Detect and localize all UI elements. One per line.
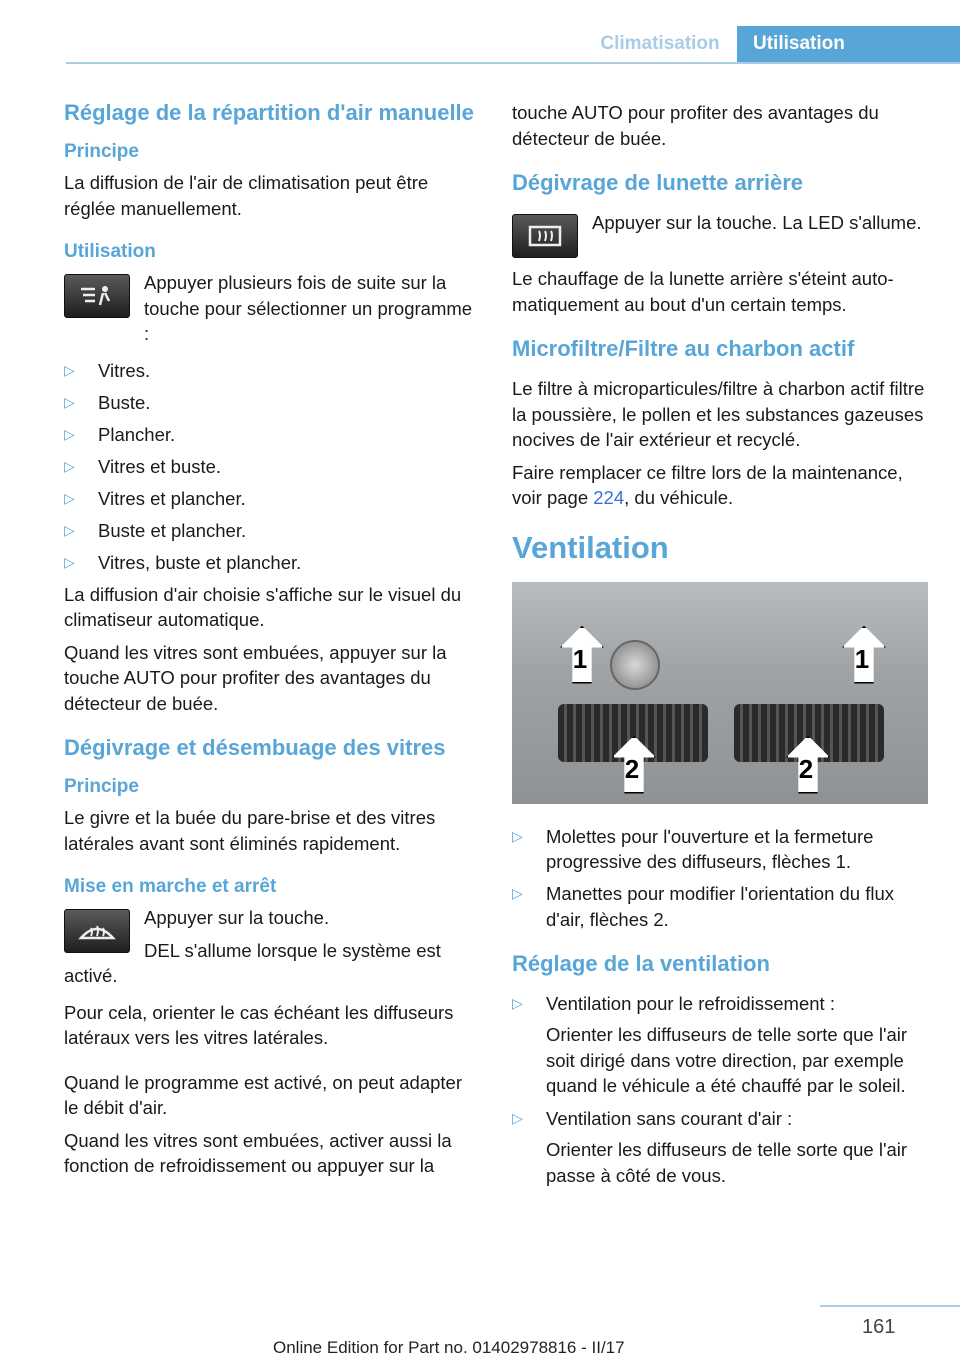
vent-list	[512, 824, 932, 933]
text-choisie: La diffusion d'air choisie s'affiche sur le visuel du climatiseur automatique.	[64, 583, 462, 630]
list-item: ▷ Vitres et buste.	[64, 454, 480, 480]
list-item: ▷ Molettes pour l'ouverture et la fermeture progressive des diffuseurs, flèches 1.	[512, 825, 874, 872]
text-givre: Le givre et la buée du pare-brise et des vitres latérales avant sont éliminés rapidement.	[64, 807, 436, 854]
text-embuees-2: Quand les vitres sont embuées, activer aussi la fonction de refroidissement ou appuyer sur la	[64, 1129, 452, 1176]
text-orienter: Pour cela, orienter le cas échéant les diffuseurs latéraux vers les vitres latérales.	[64, 1001, 454, 1048]
bullet-triangle-icon: ▷	[64, 425, 75, 442]
text-continued: touche AUTO pour profiter des avantages du détecteur de buée.	[512, 102, 879, 149]
page-link-224[interactable]: 224	[593, 487, 625, 508]
text-appuyer: Appuyer sur la touche.	[144, 907, 330, 928]
bullet-triangle-icon: ▷	[64, 553, 75, 570]
bullet-triangle-icon: ▷	[64, 393, 75, 410]
subheading-utilisation: Utilisation	[64, 241, 156, 262]
arrow-1-right: 1	[842, 626, 882, 684]
bullet-triangle-icon: ▷	[512, 827, 523, 844]
list-item: ▷ Plancher.	[64, 422, 480, 448]
header-rule	[66, 62, 960, 64]
text-programme: Quand le programme est activé, on peut adapter le débit d'air.	[64, 1071, 462, 1118]
heading-reglage: Réglage de la ventilation	[512, 950, 770, 976]
text-filtre: Le filtre à microparticules/filtre à charbon actif filtre la poussière, le pollen et les substances gazeuses nocives de l'air extérieur et recyclé.	[512, 378, 925, 450]
list-item: ▷ Ventilation sans courant d'air : Orienter les diffuseurs de telle sorte que l'air passe à côté de vous.	[512, 1107, 908, 1186]
page-header	[585, 26, 960, 62]
list-item: ▷ Manettes pour modifier l'orientation du flux d'air, flèches 2.	[512, 883, 895, 930]
bullet-triangle-icon: ▷	[64, 489, 75, 506]
heading-manual-air: Réglage de la répartition d'air manuelle	[64, 100, 474, 125]
bullet-triangle-icon: ▷	[512, 1109, 523, 1126]
subheading-principe: Principe	[64, 141, 139, 162]
heading-lunette: Dégivrage de lunette arrière	[512, 170, 804, 195]
reglage-list	[512, 991, 932, 1189]
heading-degivrage: Dégivrage et désembuage des vitres	[64, 735, 446, 760]
text-del: DEL s'allume lorsque le système est activé.	[64, 939, 441, 986]
arrow-1-left: 1	[560, 626, 600, 684]
list-item: ▷ Vitres.	[64, 358, 480, 384]
ventilation-photo	[512, 582, 928, 804]
program-list	[64, 358, 480, 576]
list-item: ▷ Buste et plancher.	[64, 518, 480, 544]
bullet-triangle-icon: ▷	[512, 885, 523, 901]
text-remplacer: Faire remplacer ce filtre lors de la maintenance, voir page 224, du véhicule.	[512, 461, 903, 508]
arrow-2-left: 2	[612, 736, 652, 794]
header-chapter: Utilisation	[737, 26, 960, 62]
edition-line: Online Edition for Part no. 01402978816 - II/17	[273, 1338, 625, 1357]
header-section: Climatisation	[585, 26, 735, 62]
list-item: ▷ Ventilation pour le refroidissement : Orienter les diffuseurs de telle sorte que l'air soit dirigé dans votre direction, par exemple quand le véhicule a été chauffé par le soleil.	[512, 992, 908, 1096]
airflow-button-row	[64, 270, 480, 354]
defrost-front-icon	[64, 909, 130, 953]
text-diffusion: La diffusion de l'air de climatisation peut être réglée manuellement.	[64, 172, 429, 219]
subheading-mise-en-marche: Mise en marche et arrêt	[64, 876, 277, 897]
list-item: ▷ Buste.	[64, 390, 480, 416]
text-embuees-1: Quand les vitres sont embuées, appuyer sur la touche AUTO pour profiter des avantages du détecteur de buée.	[64, 641, 447, 714]
list-item: ▷ Vitres et plancher.	[64, 486, 480, 512]
bullet-triangle-icon: ▷	[64, 361, 75, 378]
bullet-triangle-icon: ▷	[512, 994, 523, 1011]
airflow-icon	[64, 274, 130, 318]
bullet-triangle-icon: ▷	[64, 521, 75, 538]
arrow-2-right: 2	[786, 736, 826, 794]
bullet-triangle-icon: ▷	[64, 457, 75, 474]
text-appuyer-plusieurs: Appuyer plusieurs fois de suite sur la touche pour sélectionner un programme :	[144, 272, 473, 344]
dial-knob	[610, 640, 660, 690]
defrost-rear-icon	[512, 214, 578, 258]
heading-ventilation: Ventilation	[512, 529, 669, 565]
heading-filtre: Microfiltre/Filtre au charbon actif	[512, 336, 855, 361]
defrost-button-row	[64, 905, 480, 996]
subheading-principe-2: Principe	[64, 776, 139, 797]
footer-rule	[820, 1305, 960, 1307]
list-item: ▷ Vitres, buste et plancher.	[64, 550, 480, 576]
rear-defrost-button-row	[512, 210, 932, 262]
left-column	[64, 100, 480, 1186]
text-led: Appuyer sur la touche. La LED s'allume.	[592, 212, 922, 233]
text-chauffage: Le chauffage de la lunette arrière s'éteint automatiquement au bout d'un certain temps.	[512, 268, 894, 315]
right-column	[512, 100, 932, 1195]
page-number: 161	[862, 1316, 896, 1338]
